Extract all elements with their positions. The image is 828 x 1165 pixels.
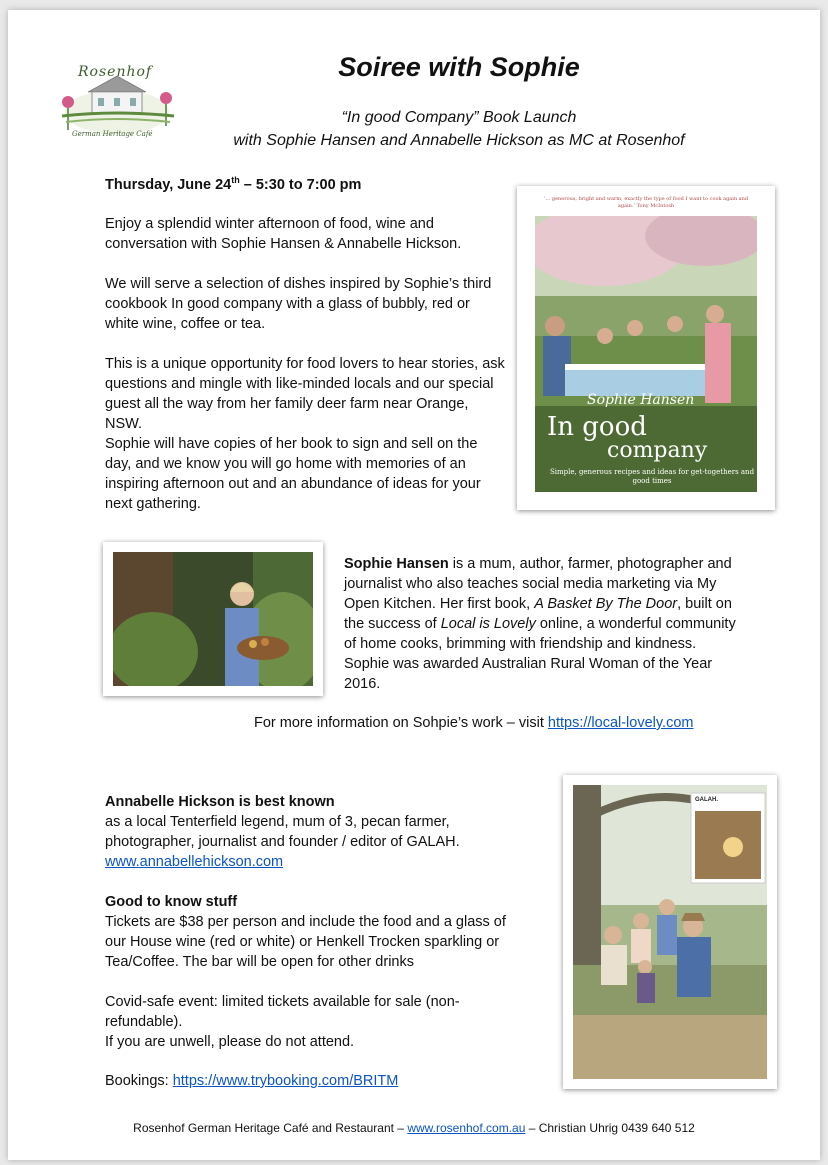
book-cover-quote: ‘... generous, bright and warm, exactly the type of food I want to cook again and again.’ Tony McIntosh [543,196,749,209]
book-cover-image [517,186,775,510]
annabelle-heading: Annabelle Hickson is best known [105,794,335,810]
annabelle-section [105,792,525,872]
galah-magazine-label: GALAH. [695,797,718,803]
tickets-info: Tickets are $38 per person and include the food and a glass of our House wine (red or white) or Henkell Trocken sparkling or Tea/Coffee. The bar will be open for other drinks [105,914,506,970]
intro-paragraph-2: We will serve a selection of dishes inspired by Sophie’s third cookbook In good company with a glass of bubbly, red or white wine, coffee or tea. [105,276,492,332]
intro-paragraph-1: Enjoy a splendid winter afternoon of food, wine and conversation with Sophie Hansen & Annabelle Hickson. [105,216,462,252]
book-cover-title-1: In good [547,412,647,442]
intro-paragraph-4: Sophie will have copies of her book to sign and sell on the day, and we know you will go home with memories of an inspiring afternoon out and an abundance of ideas for your next gathering. [105,436,481,512]
covid-text: Covid-safe event: limited tickets available for sale (non-refundable). [105,994,460,1030]
sophie-bio-text-3: online, a wonderful community of home cooks, brimming with friendship and kindness. Sophie was awarded Australian Rural Woman of the Year 2016. [344,616,736,692]
event-date-suffix: th [231,175,240,185]
event-time: – 5:30 to 7:00 pm [239,176,362,193]
unwell-text: If you are unwell, please do not attend. [105,1034,355,1050]
sophie-photo [103,542,323,696]
event-date-day: Thursday, June 24 [105,176,232,193]
covid-info [105,992,525,1052]
annabelle-website-link[interactable]: www.annabellehickson.com [105,854,284,870]
sophie-bio-book: A Basket By The Door [534,596,678,612]
sophie-bio-name: Sophie Hansen [344,556,449,572]
book-cover-author: Sophie Hansen [587,392,695,408]
sophie-bio-text-2: , built on the success of [344,596,732,632]
bookings-label: Bookings: [105,1073,173,1089]
sophie-bio-text-1: is a mum, author, farmer, photographer and journalist who also teaches social media marketing via My Open Kitchen. Her first book, [344,556,732,612]
local-lovely-link[interactable]: https://local-lovely.com [547,715,694,731]
annabelle-body: as a local Tenterfield legend, mum of 3, pecan farmer, photographer, journalist and founder / editor of GALAH. [105,814,460,850]
logo-name: Rosenhof [78,64,153,80]
book-cover-title-2: company [607,438,708,463]
good-to-know-heading: Good to know stuff [105,894,238,910]
annabelle-family-photo [563,775,777,1089]
logo-tagline: German Heritage Café [72,130,153,138]
footer [0,1121,828,1135]
intro-paragraph-3: This is a unique opportunity for food lovers to hear stories, ask questions and mingle with like-minded locals and our special guest all the way from her family deer farm near Orange, NSW. [105,356,505,432]
footer-text-2: – Christian Uhrig 0439 640 512 [525,1121,695,1135]
good-to-know-section [105,892,525,972]
bookings-link[interactable]: https://www.trybooking.com/BRITM [172,1073,399,1089]
sophie-bio [344,554,744,694]
book-cover-subtitle: Simple, generous recipes and ideas for get-togethers and good times [549,468,755,485]
event-subtitle-2: with Sophie Hansen and Annabelle Hickson as MC at Rosenhof [233,132,685,149]
footer-text-1: Rosenhof German Heritage Café and Restaurant – [133,1121,408,1135]
more-info-line [254,715,693,731]
rosenhof-website-link[interactable]: www.rosenhof.com.au [407,1121,526,1135]
bookings-line [105,1071,525,1091]
event-title: Soiree with Sophie [338,52,580,82]
event-subtitle-1: “In good Company” Book Launch [341,109,577,126]
event-date [105,175,361,193]
more-info-text: For more information on Sohpie’s work – visit [254,715,548,731]
sophie-bio-site: Local is Lovely [440,616,536,632]
